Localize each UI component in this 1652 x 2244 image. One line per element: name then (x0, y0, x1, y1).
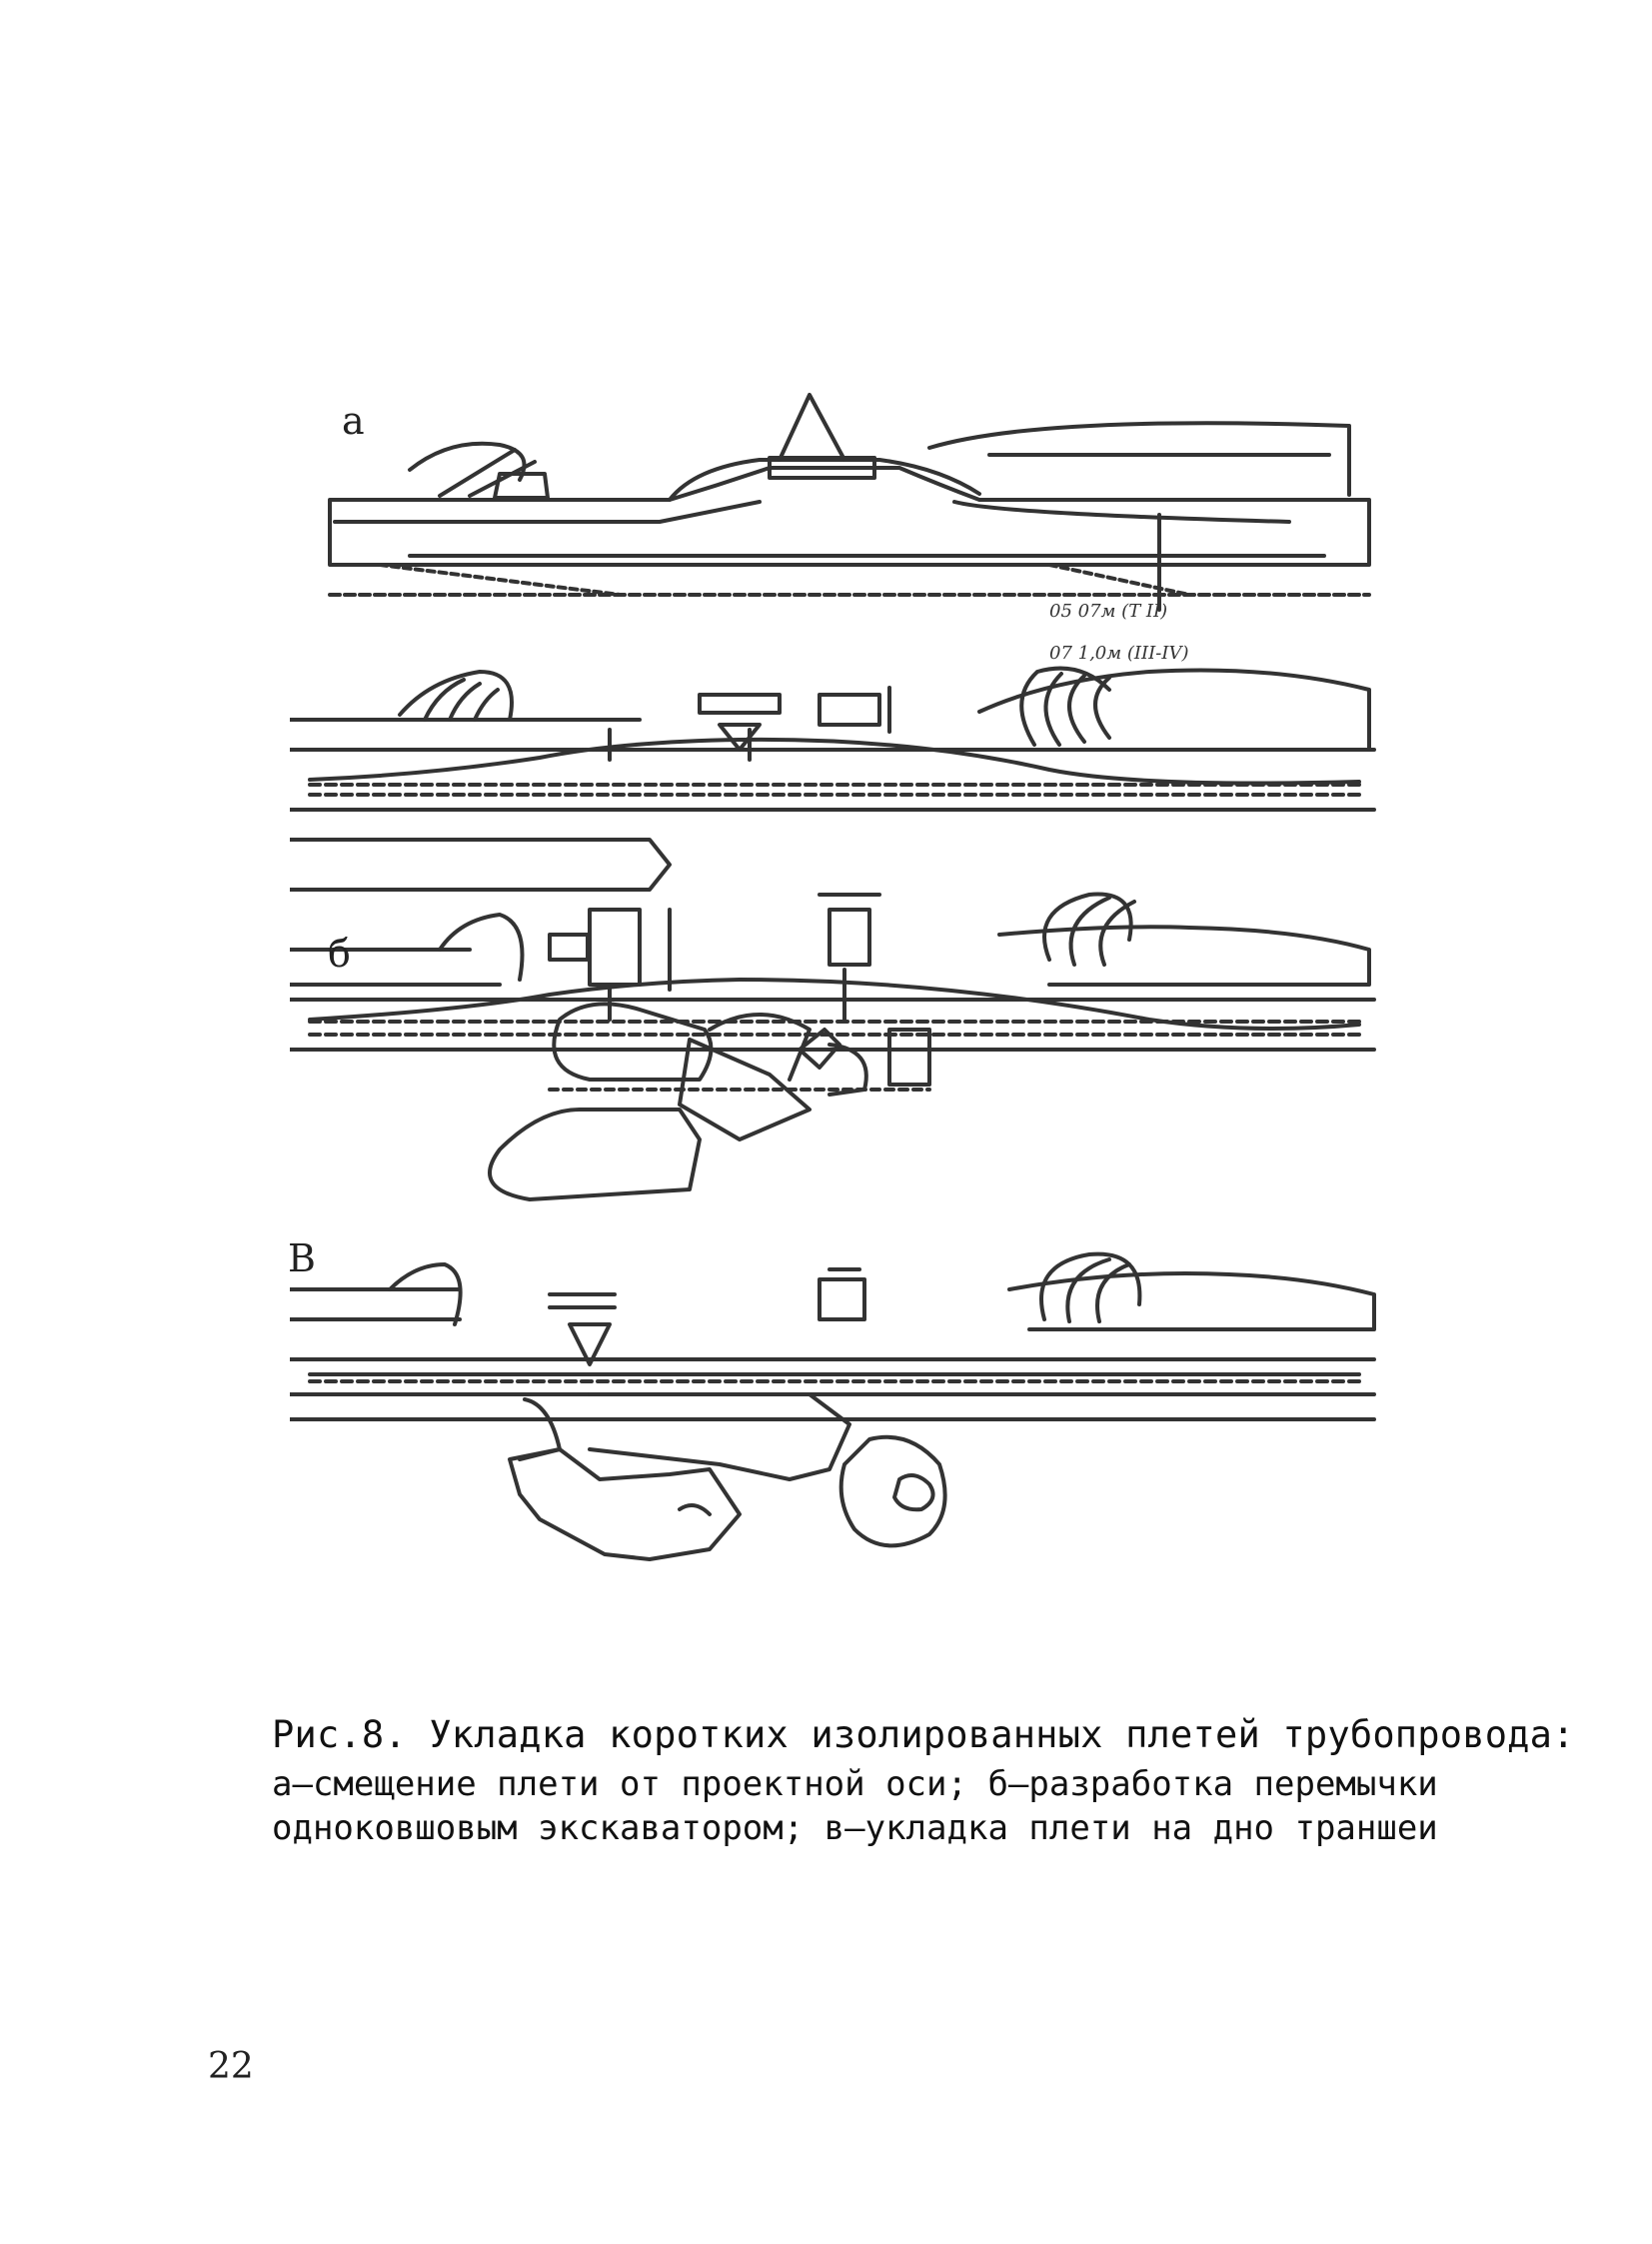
dimension-note-1: 05 07м (Т II) (1049, 601, 1168, 622)
dimension-note-2: 07 1,0м (III-IV) (1049, 643, 1189, 664)
figure-caption (272, 1711, 1575, 1848)
page-number: 22 (208, 2046, 254, 2087)
panel-label-a: а (342, 399, 365, 443)
caption-line-1: а–смещение плети от проектной оси; б–разработка перемычки (272, 1764, 1438, 1804)
pipeline-laying-figure (290, 390, 1399, 1639)
caption-line-2: одноковшовым экскаватором; в–укладка плети на дно траншеи (272, 1808, 1438, 1848)
panel-a-drawing (330, 395, 1369, 610)
panel-label-v: В (288, 1236, 316, 1280)
panel-a-plan-drawing (290, 669, 1374, 890)
caption-title: Рис.8. Укладка коротких изолированных плетей трубопровода: (272, 1713, 1575, 1756)
technical-drawing (290, 390, 1399, 1639)
panel-label-b: б (328, 932, 351, 976)
panel-v-drawing (290, 1254, 1374, 1559)
panel-b-drawing (290, 895, 1374, 1199)
